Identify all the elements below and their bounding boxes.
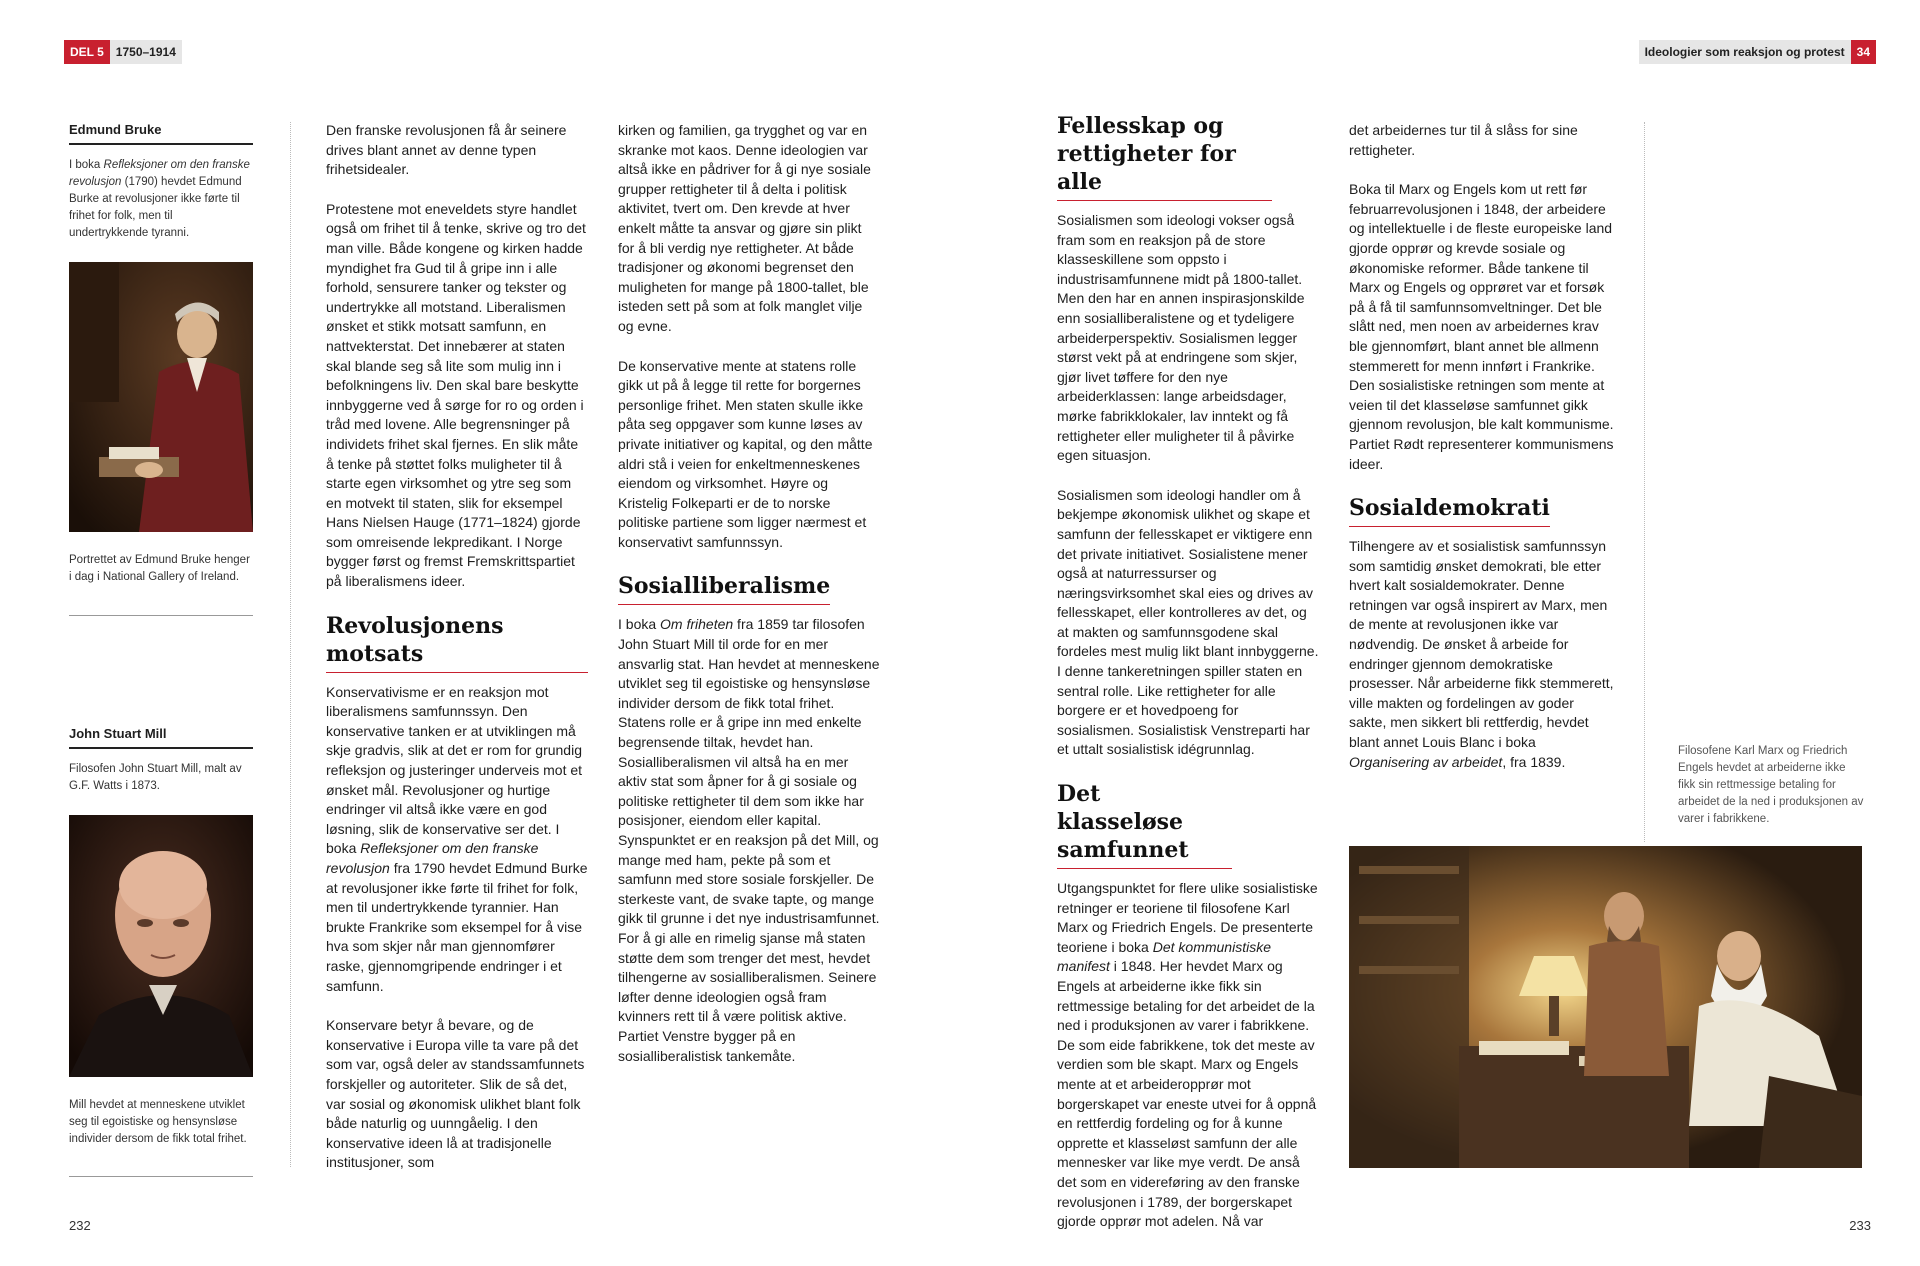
col2-para-2: De konservative mente at statens rolle gikk ut på å legge til rette for borgernes personlige frihet. Men staten skulle ikke påta seg oppgaver som kunne løses av private initiativer og kapital, og den måtte aldri stå i veien for enkeltmenneskenes eiendom og virksomhet. Høyre og Kristelig Folkeparti er de to norske politiske partiene som ligger nærmest et konservativt samfunnssyn. — [618, 357, 873, 550]
heading-revolusjonens-motsats: Revolusjonens motsats — [326, 612, 588, 673]
col3-para-1: Sosialismen som ideologi vokser også fram som en reaksjon på de store klasseskillene som oppsto i industrisamfunnene midt på 1800-tallet. Men den har en annen inspirasjonskilde enn sosialliberalistene og et tydeligere arbeiderperspektiv. Sosialismen legger størst vekt på at endringene som skjer, gjør livet tøffere for den nye arbeiderklassen: lange arbeidsdager, mørke fabrikklokaler, lav inntekt og få rettigheter eller muligheter til å påvirke egen situasjon. — [1057, 212, 1305, 464]
heading-sosialdemokrati: Sosialdemokrati — [1349, 494, 1550, 527]
burke-sidebar — [69, 122, 253, 242]
burke-caption: Portrettet av Edmund Bruke henger i dag i National Gallery of Ireland. — [69, 554, 250, 583]
col4-para-2: Boka til Marx og Engels kom ut rett før februarrevolusjonen i 1848, der arbeidere og intellektuelle i de fleste europeiske land gjorde opprør og krevde sosiale og økonomiske reformer. Både tankene til Marx og Engels og opprøret var et forsøk på å få til samfunnsomveltninger. Det ble slått ned, men noen av arbeidernes krav ble gjennomført, blant annet ble allmenn stemmerett for menn innført i Frankrike. Den sosialistiske retningen som mente at veien til det klasseløse samfunnet gikk gjennom revolusjon, ble kalt kommunisme. Partiet Rødt representerer kommunismens ideer. — [1349, 181, 1614, 472]
page-number-left: 232 — [69, 1218, 91, 1233]
marx-engels-caption: Filosofene Karl Marx og Friedrich Engels hevdet at arbeiderne ikke fikk sin rettmessige betaling for arbeidet de la ned i produksjonen av varer i fabrikkene. — [1678, 745, 1864, 825]
part-tag — [64, 40, 182, 64]
col2-para-3: I boka Om friheten fra 1859 tar filosofen John Stuart Mill til orde for en mer ansvarlig stat. Han hevdet at menneskene utviklet seg til egoistiske og hensynsløse individer dersom de fikk total frihet. Statens rolle er å gripe inn med enkelte begrensende tiltak, hevdet han. Sosialliberalismen vil altså ha en mer aktiv stat som åpner for å gi sosiale og politiske rettigheter til dem som ikke har posisjoner, eiendom eller kapital. Synspunktet er en reaksjon på det Mill, og mange med ham, pekte på som et samfunn med store sosiale forskjeller. De sterkeste vant, de svake tapte, og mange gikk til grunne i det nye industrisamfunnet. For å gi alle en rimelig sjanse må staten støtte dem som trenger det mest, hevdet tilhengerne av sosialliberalismen. Seinere løfter denne ideologien også fram kvinners rett til å være politisk aktive. Partiet Venstre bygger på en sosialliberalistisk tankemåte. — [618, 616, 880, 1064]
marx-engels-painting — [1349, 846, 1862, 1168]
column-3 — [1057, 112, 1319, 1252]
heading-sosialliberalisme: Sosialliberalisme — [618, 572, 830, 605]
column-1 — [326, 121, 588, 1193]
part-label: DEL 5 — [64, 40, 110, 64]
chapter-tag — [1639, 40, 1876, 64]
mill-heading: John Stuart Mill — [69, 726, 253, 749]
chapter-number: 34 — [1851, 40, 1876, 64]
column-2 — [618, 121, 880, 1086]
mill-portrait — [69, 815, 253, 1077]
heading-fellesskap: Fellesskap og rettigheter for alle — [1057, 112, 1272, 201]
burke-rule — [69, 615, 253, 616]
mill-intro: Filosofen John Stuart Mill, malt av G.F. Watts i 1873. — [69, 763, 242, 792]
mill-sidebar — [69, 726, 253, 795]
left-divider — [290, 122, 291, 1167]
page-number-right: 233 — [1849, 1218, 1871, 1233]
burke-portrait — [69, 262, 253, 532]
col1-para-4: Konservare betyr å bevare, og de konservative i Europa ville ta vare på det som var, også deler av standssamfunnets forskjeller og autoriteter. Slik de så det, var sosial og økonomisk ulikhet blant folk både naturlig og uunngåelig. I den konservative ideen lå at tradisjonelle institusjoner, som — [326, 1017, 585, 1171]
col1-para-2: Protestene mot eneveldets styre handlet også om frihet til å tenke, skrive og tro det man ville. Både kongene og kirken hadde myndighet fra Gud til å gripe inn i alle forhold, sensurere tanker og tekster og undertrykke all motstand. Liberalismen ønsket et stikk motsatt samfunn, en nattvekterstat. Det innebærer at staten skal blande seg så lite som mulig inn i befolkningens liv. Den skal bare beskytte innbyggerne ved å sørge for ro og orden i tråd med lovene. Alle begrensninger på individets frihet skal fjernes. En slik måte å tenke på støttet folks muligheter til å starte egen virksomhet og ytre seg som en motvekt til staten, slik for eksempel Hans Nielsen Hauge (1771–1824) gjorde som omreisende lekpredikant. I Norge bygger først og fremst Fremskrittspartiet på liberalismens ideer. — [326, 200, 586, 590]
col1-para-3: Konservativisme er en reaksjon mot liberalismens samfunnssyn. Den konservative tanken er at utviklingen må skje gradvis, slik at det er rom for grundig refleksjon og justeringer underveis mot et ønsket mål. Revolusjoner og hurtige endringer vil altså ikke være en god løsning, slik de konservative ser det. I boka Refleksjoner om den franske revolusjon fra 1790 hevdet Edmund Burke at revolusjoner ikke førte til frihet for folk, men til undertrykkende tyrannier. Han brukte Frankrike som eksempel for å vise hva som skjer når man gjennomfører raske, gjennomgripende endringer i et samfunn. — [326, 683, 588, 994]
burke-heading: Edmund Bruke — [69, 122, 253, 145]
right-divider — [1644, 122, 1645, 842]
mill-caption: Mill hevdet at menneskene utviklet seg til egoistiske og hensynsløse individer dersom de fikk total frihet. — [69, 1099, 247, 1145]
col3-para-2: Sosialismen som ideologi handler om å bekjempe økonomisk ulikhet og skape et samfunn der fellesskapet er viktigere enn det private initiativet. Sosialistene mener også at naturressurser og næringsvirksomhet skal eies og drives av fellesskapet, eller kontrolleres av det, og at makten og samfunnsgodene skal fordeles mest mulig likt blant innbyggerne. I denne tankeretningen spiller staten en sentral rolle. Like rettigheter for alle borgere er et hovedpoeng for sosialismen. Sosialistisk Venstreparti har et uttalt sosialistisk idégrunnlag. — [1057, 486, 1319, 758]
part-years: 1750–1914 — [110, 40, 182, 64]
col4-para-1: det arbeidernes tur til å slåss for sine rettigheter. — [1349, 122, 1578, 158]
mill-rule — [69, 1176, 253, 1177]
column-4 — [1349, 121, 1614, 792]
col4-para-3: Tilhengere av et sosialistisk samfunnssyn som samtidig ønsket demokrati, ble etter hvert kalt sosialdemokrater. Denne retningen var også inspirert av Marx, men de mente at revolusjonen ikke var nødvendig. De ønsket å arbeide for endringer gjennom demokratiske prosesser. Når arbeiderne fikk stemmerett, ville makten og fordelingen av goder sakte, men sikkert bli rettferdig, hevdet blant annet Louis Blanc i boka Organisering av arbeidet, fra 1839. — [1349, 538, 1614, 770]
col2-para-1: kirken og familien, ga trygghet og var en skranke mot kaos. Denne ideologien var altså ikke en pådriver for å gi nye sosiale grupper rettigheter til å delta i politisk aktivitet, tvert om. Den krevde at hver enkelt måtte ta ansvar og gjøre sin plikt for å bli verdig nye rettigheter. At både tradisjoner og økonomi begrenset den muligheten for mange på 1800-tallet, ble isteden sett på som at folk manglet vilje og evne. — [618, 122, 871, 334]
heading-klasselose-samfunnet: Det klasseløse samfunnet — [1057, 780, 1232, 869]
burke-intro: I boka Refleksjoner om den franske revolusjon (1790) hevdet Edmund Burke at revolusjoner ikke førte til frihet for folk, men til undertrykkende tyranni. — [69, 159, 250, 239]
col1-para-1: Den franske revolusjonen få år seinere drives blant annet av denne typen frihetsidealer. — [326, 122, 567, 178]
col3-para-3: Utgangspunktet for flere ulike sosialistiske retninger er teoriene til filosofene Karl Marx og Friedrich Engels. De presenterte teoriene i boka Det kommunistiske manifest i 1848. Her hevdet Marx og Engels at arbeiderne ikke fikk sin rettmessige betaling for det arbeidet de la ned i produksjonen av varer i fabrikkene. De som eide fabrikkene, tok det meste av verdien som ble skapt. Marx og Engels mente at et arbeideropprør mot borgerskapet var eneste utvei for å oppnå en rettferdig fordeling og for å kunne opprette et klasseløst samfunn der alle mennesker var like mye verdt. De anså det som en videreføring av den franske revolusjonen i 1789, der borgerskapet gjorde opprør mot adelen. Nå var — [1057, 880, 1318, 1230]
chapter-title: Ideologier som reaksjon og protest — [1639, 40, 1851, 64]
